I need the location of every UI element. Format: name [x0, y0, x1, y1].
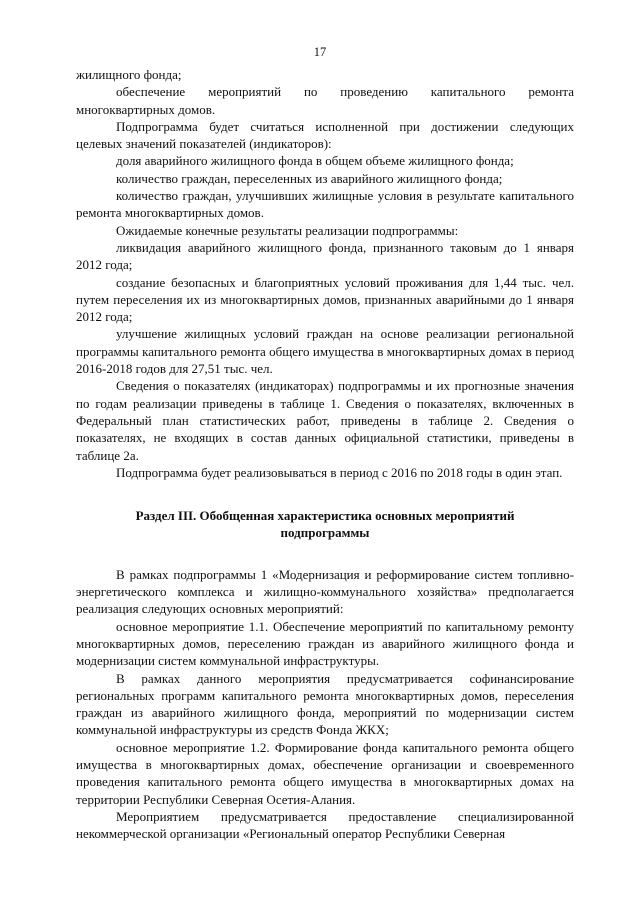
paragraph: доля аварийного жилищного фонда в общем объеме жилищного фонда; — [116, 153, 514, 169]
paragraph: количество граждан, переселенных из аварийного жилищного фонда; — [116, 170, 503, 186]
paragraph: улучшение жилищных условий граждан на основе реализации региональной программы капитального ремонта общего имущества в многоквартирных домах в период 2016-2018 годов для 27,51 тыс. чел. — [76, 326, 574, 377]
paragraph: обеспечение мероприятий по проведению капитального ремонта многоквартирных домов. — [76, 84, 574, 117]
paragraph: основное мероприятие 1.2. Формирование фонда капитального ремонта общего имущества в многоквартирных домах, обеспечение организации и своевременного проведения капитального ремонта общего имущества в многоквартирных домах на территории Республики Северная Осетия-Алания. — [76, 739, 574, 807]
paragraph: В рамках данного мероприятия предусматривается софинансирование региональных программ капитального ремонта многоквартирных домов, переселения граждан из аварийного жилищного фонда, мероприятий по модернизации систем коммунальной инфраструктуры из средств Фонда ЖКХ; — [76, 670, 574, 738]
paragraph: Ожидаемые конечные результаты реализации подпрограммы: — [116, 222, 459, 238]
paragraph: создание безопасных и благоприятных условий проживания для 1,44 тыс. чел. путем переселения их из многоквартирных домов, признанных аварийными до 1 января 2012 года; — [76, 274, 574, 325]
paragraph: Сведения о показателях (индикаторах) подпрограммы и их прогнозные значения по годам реализации приведены в таблице 1. Сведения о показателях, включенных в Федеральный план статистических работ, приведены в таблице 2. Сведения о показателях, не входящих в состав данных официальной статистики, приведены в таблице 2а. — [76, 378, 574, 463]
paragraph: Подпрограмма будет реализовываться в период с 2016 по 2018 годы в один этап. — [116, 464, 563, 480]
paragraph: Подпрограмма будет считаться исполненной при достижении следующих целевых значений показателей (индикаторов): — [76, 118, 574, 152]
paragraph: Мероприятием предусматривается предоставление специализированной некоммерческой организации «Региональный оператор Республики Северная — [76, 808, 574, 842]
section-heading: Раздел III. Обобщенная характеристика основных мероприятий подпрограммы — [135, 508, 515, 541]
paragraph: В рамках подпрограммы 1 «Модернизация и реформирование систем топливно-энергетического комплекса и жилищно-коммунального хозяйства» предполагается реализация следующих основных мероприятий: — [76, 566, 574, 617]
page-body — [76, 66, 574, 842]
paragraph: основное мероприятие 1.1. Обеспечение мероприятий по капитальному ремонту многоквартирных домов, переселению граждан из аварийного жилищного фонда и модернизации систем коммунальной инфраструктуры. — [76, 618, 574, 669]
paragraph: количество граждан, улучшивших жилищные условия в результате капитального ремонта многоквартирных домов. — [76, 188, 574, 221]
paragraph: жилищного фонда; — [76, 67, 182, 82]
page-number: 17 — [313, 45, 327, 59]
paragraph: ликвидация аварийного жилищного фонда, признанного таковым до 1 января 2012 года; — [76, 239, 574, 273]
